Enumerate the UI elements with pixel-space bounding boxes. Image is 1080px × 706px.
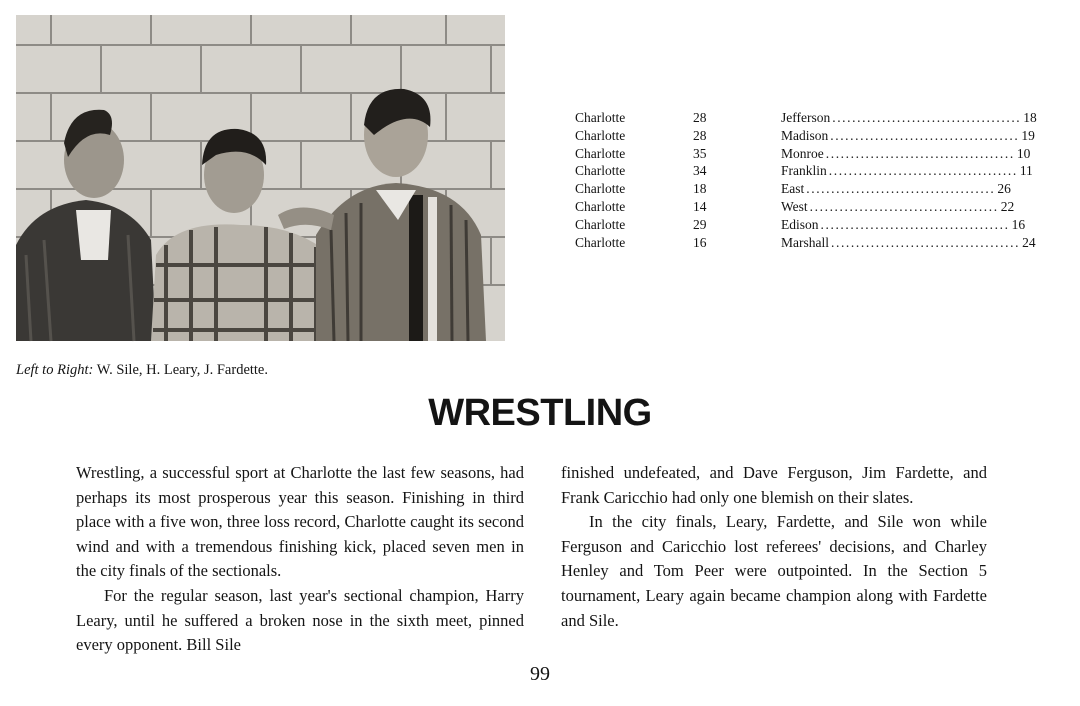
home-team: Charlotte: [575, 198, 626, 214]
score-row: [575, 162, 1033, 180]
opponent-score: 18: [1023, 110, 1037, 125]
score-row: [575, 109, 1037, 127]
opponent-entry: Franklin ...................................... 11: [781, 163, 1033, 179]
page-title: WRESTLING: [428, 392, 652, 434]
article-column-left: [76, 461, 524, 658]
score-row: [575, 145, 1031, 163]
home-team: Charlotte: [575, 163, 626, 179]
home-score: 29: [693, 216, 707, 232]
article-paragraph: Wrestling, a successful sport at Charlotte the last few seasons, had perhaps its most prosperous year this season. Finishing in third place with a five won, three loss record, Charlotte caught its second wind and with a tremendous finishing kick, placed seven men in the city finals of the sectionals.: [76, 463, 524, 581]
home-score: 18: [693, 181, 707, 197]
home-score: 14: [693, 198, 707, 214]
opponent-name: Edison: [781, 216, 819, 232]
home-team: Charlotte: [575, 110, 626, 125]
opponent-name: West: [781, 198, 808, 214]
opponent-entry: Edison ...................................... 16: [781, 216, 1026, 232]
opponent-score: 11: [1019, 163, 1033, 179]
home-team: Charlotte: [575, 181, 626, 197]
opponent-entry: East ...................................... 26: [781, 181, 1011, 197]
caption-lead: Left to Right:: [16, 362, 94, 378]
wrestlers-photo-illustration: [16, 15, 505, 341]
home-score: 28: [693, 110, 707, 125]
article-column-right: [561, 461, 987, 633]
article-paragraph: finished undefeated, and Dave Ferguson, Jim Fardette, and Frank Caricchio had only one blemish on their slates.: [561, 463, 987, 507]
opponent-score: 19: [1021, 127, 1035, 143]
photo-caption: [16, 362, 268, 379]
opponent-name: Monroe: [781, 145, 824, 161]
score-row: [575, 234, 1036, 252]
team-photo: [16, 15, 505, 341]
opponent-score: 10: [1016, 145, 1031, 161]
home-score: 16: [693, 234, 707, 250]
score-row: [575, 198, 1015, 216]
opponent-name: Jefferson: [781, 110, 831, 125]
opponent-name: East: [781, 181, 805, 197]
home-score: 35: [693, 145, 707, 161]
opponent-name: Madison: [781, 127, 829, 143]
home-team: Charlotte: [575, 127, 626, 143]
home-score: 28: [693, 127, 707, 143]
opponent-name: Marshall: [781, 234, 829, 250]
opponent-entry: Jefferson ...................................... 18: [781, 110, 1037, 125]
caption-names: W. Sile, H. Leary, J. Fardette.: [96, 362, 268, 378]
opponent-score: 16: [1011, 216, 1026, 232]
home-team: Charlotte: [575, 145, 626, 161]
page-number: 99: [530, 663, 550, 685]
season-scores-table: [575, 109, 1037, 251]
home-team: Charlotte: [575, 234, 626, 250]
opponent-entry: West ...................................... 22: [781, 198, 1015, 214]
score-row: [575, 216, 1026, 234]
opponent-entry: Marshall ...................................... 24: [781, 234, 1036, 250]
home-score: 34: [693, 163, 707, 179]
home-team: Charlotte: [575, 216, 626, 232]
opponent-score: 26: [997, 181, 1011, 197]
article-paragraph: For the regular season, last year's sectional champion, Harry Leary, until he suffered a broken nose in the sixth meet, pinned every opponent. Bill Sile: [76, 585, 524, 655]
opponent-entry: Madison ...................................... 19: [781, 127, 1035, 143]
opponent-score: 22: [1000, 198, 1015, 214]
opponent-name: Franklin: [781, 163, 827, 179]
opponent-score: 24: [1022, 234, 1036, 250]
article-paragraph: In the city finals, Leary, Fardette, and Sile won while Ferguson and Caricchio lost referees' decisions, and Charley Henley and Tom Peer were outpointed. In the Section 5 tournament, Leary again became champion along with Fardette and Sile.: [561, 512, 987, 630]
score-row: [575, 127, 1035, 145]
opponent-entry: Monroe ...................................... 10: [781, 145, 1031, 161]
score-row: [575, 180, 1011, 198]
